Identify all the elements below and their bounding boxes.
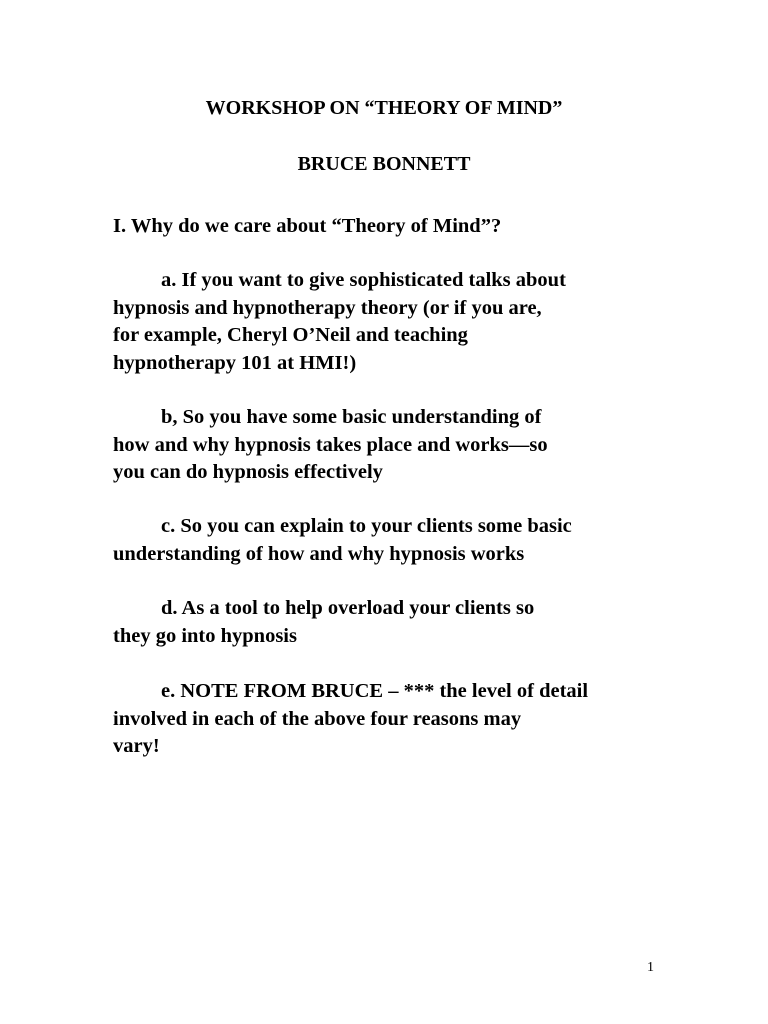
document-title: WORKSHOP ON “THEORY OF MIND”	[205, 97, 563, 119]
list-item-c: c. So you can explain to your clients some basic understanding of how and why hypnosis works	[113, 515, 572, 565]
section-heading: I. Why do we care about “Theory of Mind”?	[113, 215, 502, 237]
document-author: BRUCE BONNETT	[297, 153, 471, 175]
list-item-b: b, So you have some basic understanding of how and why hypnosis takes place and works—so you can do hypnosis effectively	[113, 406, 548, 483]
page-number: 1	[647, 960, 654, 975]
list-item-e: e. NOTE FROM BRUCE – *** the level of detail involved in each of the above four reasons may vary!	[113, 680, 589, 757]
list-item-d: d. As a tool to help overload your clients so they go into hypnosis	[113, 597, 535, 647]
list-item-a: a. If you want to give sophisticated talks about hypnosis and hypnotherapy theory (or if you are, for example, Cheryl O’Neil and teaching hypnotherapy 101 at HMI!)	[113, 269, 566, 374]
